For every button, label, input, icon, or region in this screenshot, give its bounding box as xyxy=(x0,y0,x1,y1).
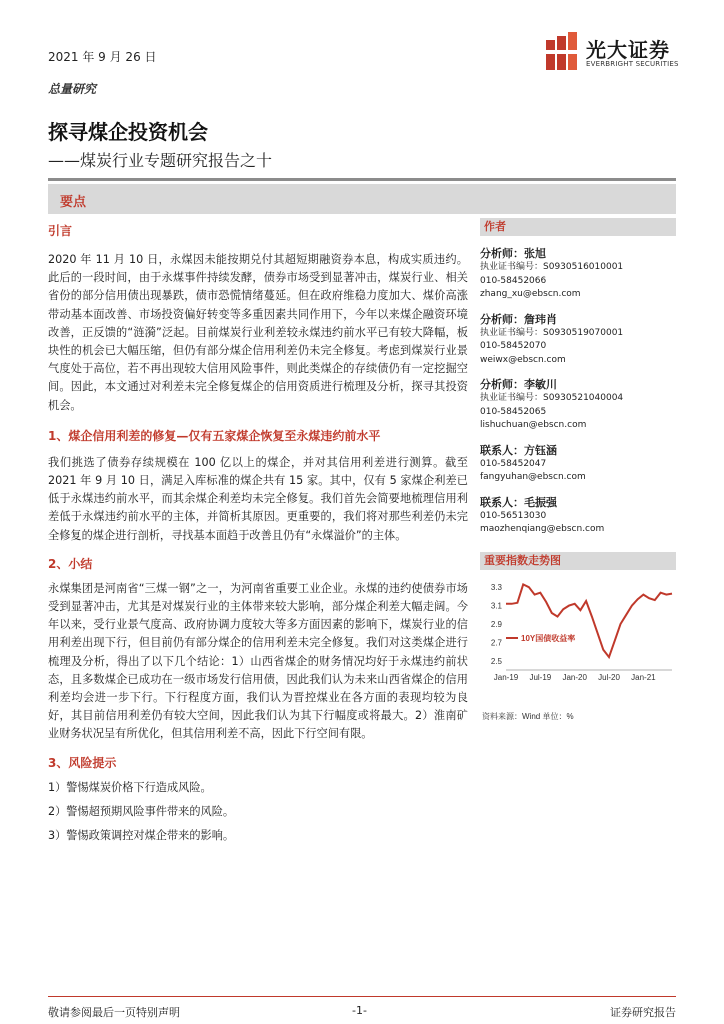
report-category: 总量研究 xyxy=(48,82,97,96)
main-content xyxy=(48,222,468,845)
report-title: 探寻煤企投资机会 xyxy=(48,120,208,144)
yield-line-chart xyxy=(480,572,676,722)
chart-heading: 重要指数走势图 xyxy=(480,552,676,570)
analyst-card xyxy=(480,377,676,433)
author-heading: 作者 xyxy=(480,218,676,236)
analyst-email[interactable]: zhang_xu@ebscn.com xyxy=(480,289,581,299)
section-paragraph: 我们挑选了债券存续规模在 100 亿以上的煤企，并对其信用利差进行测算。截至 2021 年 9 月 10 日，满足入库标准的煤企共有 15 家。其中，仅有 5 家煤企利差已低于永煤违约前水平，而其余煤企利差均未完全修复。我们首先会简要地梳理信用利差低于永煤违约前水平的主体，并简析其原因。更重要的，我们将对那些利差仍未完全修复的煤企进行剖析，寻找基本面趋于改善且仍有“永煤溢价”的主体。 xyxy=(48,455,468,542)
section-2 xyxy=(48,555,468,744)
y-tick-label: 3.1 xyxy=(490,601,502,611)
risk-item: 3）警惕政策调控对煤企带来的影响。 xyxy=(48,829,235,843)
x-tick-label: Jan-20 xyxy=(562,673,587,682)
section-heading: 1、煤企信用利差的修复—仅有五家煤企恢复至永煤违约前水平 xyxy=(48,428,381,443)
analyst-email[interactable]: lishuchuan@ebscn.com xyxy=(480,420,587,430)
contact-card xyxy=(480,495,676,537)
risk-item: 1）警惕煤炭价格下行造成风险。 xyxy=(48,780,212,794)
analyst-name: 分析师：李敏川 xyxy=(480,378,557,391)
legend-label: 10Y国债收益率 xyxy=(521,634,576,643)
page-number: -1- xyxy=(352,1004,367,1017)
contact-phone: 010-56513030 xyxy=(480,510,547,521)
contact-email[interactable]: fangyuhan@ebscn.com xyxy=(480,472,586,482)
section-1 xyxy=(48,427,468,545)
x-tick-label: Jul-20 xyxy=(598,673,620,682)
section-paragraph: 2020 年 11 月 10 日，永煤因未能按期兑付其超短期融资券本息，构成实质违约。此后的一段时间，由于永煤事件持续发酵，债券市场受到显著冲击，煤炭行业、相关省份的部分信用债出现暴跌，债市恐慌情绪蔓延。但在政府维稳力度加大、煤价高涨带动基本面改善、市场投资偏好转变等多重因素共同作用下，今年以来煤企融资环境改善，正反馈的“涟漪”泛起。目前煤炭行业利差较永煤违约前水平已有较大降幅，板块性的机会已大幅压缩，但仍有部分煤企信用利差仍未完全修复。考虑到煤炭行业景气度处于高位，若不再出现较大信用风险事件，则此类煤企的存续债仍有一定挖掘空间。因此，本文通过对利差未完全修复煤企的信用资质进行梳理及分析，探寻其投资机会。 xyxy=(48,253,468,412)
summary-bar xyxy=(48,184,676,214)
y-tick-label: 2.9 xyxy=(490,620,502,629)
title-divider xyxy=(48,178,676,181)
logo-text: 光大证券 xyxy=(586,38,670,62)
report-subtitle: ——煤炭行业专题研究报告之十 xyxy=(48,151,273,170)
analyst-email[interactable]: weiwx@ebscn.com xyxy=(480,354,566,365)
footer-divider xyxy=(48,996,676,997)
analyst-phone: 010-58452070 xyxy=(480,341,547,351)
x-tick-label: Jan-19 xyxy=(493,673,519,682)
everbright-logo-icon xyxy=(546,32,580,72)
analyst-name: 分析师：张旭 xyxy=(480,247,546,260)
footer-disclaimer: 敬请参阅最后一页特别声明 xyxy=(48,1006,180,1019)
contact-card xyxy=(480,443,676,485)
y-tick-label: 3.3 xyxy=(490,583,502,593)
analyst-phone: 010-58452065 xyxy=(480,406,547,417)
section-paragraph: 永煤集团是河南省“三煤一钢”之一，为河南省重要工业企业。永煤的违约使债券市场受到显著冲击，尤其是对煤炭行业的主体带来较大影响，部分煤企利差大幅走阔。今年以来，受行业景气度高、政府协调力度较大等多方面因素的影响下，煤炭行业的信用利差出现下行，但目前仍有部分煤企的信用利差未完全修复。我们对这类煤企进行梳理及分析，得出了以下几个结论：1）山西省煤企的财务情况均好于永煤违约前状态，且多数煤企已成功在一级市场发行信用债，因此我们认为未来山西省煤企的信用利差均会进一步下行。下行程度方面，我们认为晋控煤业在各方面的表现均较为良好，其目前信用利差仍有较大空间，因此我们认为其下行幅度或将最大。2）淮南矿业财务状况呈有所优化，但其信用利差不高，因此下行空间有限。 xyxy=(48,581,468,741)
section-intro xyxy=(48,222,468,415)
report-date: 2021 年 9 月 26 日 xyxy=(48,50,157,64)
author-sidebar xyxy=(480,218,676,537)
section-heading: 2、小结 xyxy=(48,556,93,571)
analyst-card xyxy=(480,312,676,368)
section-heading: 引言 xyxy=(48,224,73,238)
chart-source-note: 资料来源：Wind 单位：% xyxy=(482,712,574,721)
x-tick-label: Jan-21 xyxy=(631,673,656,682)
brand-logo xyxy=(546,32,696,76)
analyst-license: 执业证书编号：S0930516010001 xyxy=(480,262,624,272)
analyst-license: 执业证书编号：S0930519070001 xyxy=(480,327,624,338)
section-3 xyxy=(48,754,468,846)
chart-tick-labels xyxy=(491,583,656,682)
contact-phone: 010-58452047 xyxy=(480,458,547,469)
summary-label: 要点 xyxy=(60,195,87,210)
contact-name: 联系人：毛振强 xyxy=(480,495,557,509)
y-tick-label: 2.5 xyxy=(490,656,502,666)
y-tick-label: 2.7 xyxy=(490,638,502,648)
contact-email[interactable]: maozhenqiang@ebscn.com xyxy=(480,524,605,534)
x-tick-label: Jul-19 xyxy=(529,673,552,682)
logo-subtext: EVERBRIGHT SECURITIES xyxy=(586,60,679,68)
risk-item: 2）警惕超预期风险事件带来的风险。 xyxy=(48,804,235,818)
yield-series-line xyxy=(506,584,672,657)
analyst-phone: 010-58452066 xyxy=(480,275,547,286)
chart-heading-bar xyxy=(480,552,676,570)
analyst-license: 执业证书编号：S0930521040004 xyxy=(480,393,624,403)
chart-legend xyxy=(506,633,575,643)
section-heading: 3、风险提示 xyxy=(48,755,117,770)
analyst-name: 分析师：詹玮肖 xyxy=(480,312,557,326)
contact-name: 联系人：方钰涵 xyxy=(480,443,557,457)
analyst-card xyxy=(480,246,676,302)
footer-report-type: 证券研究报告 xyxy=(610,1006,676,1019)
